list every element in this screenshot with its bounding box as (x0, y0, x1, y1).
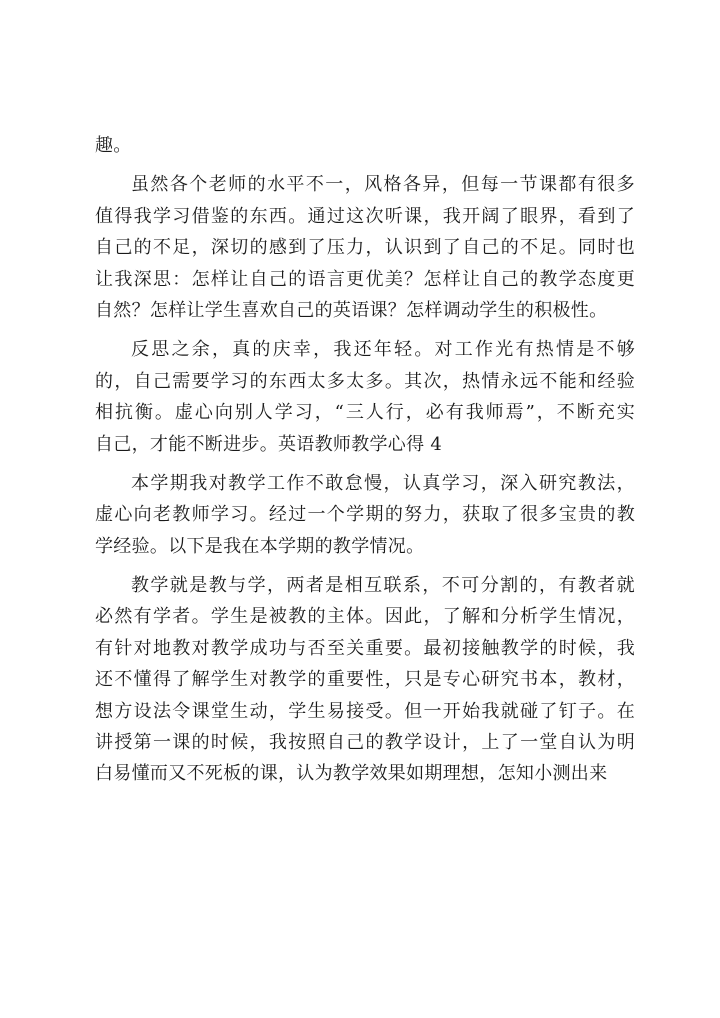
text-line: 想方设法令课堂生动，学生易接受。但一开始我就碰了钉子。在 (95, 700, 635, 722)
text-line: 教学就是教与学，两者是相互联系，不可分割的，有教者就 (131, 575, 635, 597)
text-line: 自己，才能不断进步。英语教师教学心得 4 (95, 433, 443, 455)
paragraph-gap (95, 161, 635, 169)
text-line: 虚心向老教师学习。经过一个学期的努力，获取了很多宝贵的教 (95, 504, 635, 526)
text-line: 值得我学习借鉴的东西。通过这次听课，我开阔了眼界，看到了 (95, 205, 635, 227)
paragraph (95, 334, 635, 460)
text-line: 学经验。以下是我在本学期的教学情况。 (95, 535, 425, 557)
text-line: 本学期我对教学工作不敢怠慢，认真学习，深入研究教法， (131, 472, 635, 494)
paragraph (95, 130, 635, 161)
paragraph-gap (95, 562, 635, 570)
text-line: 讲授第一课的时候，我按照自己的教学设计，上了一堂自认为明 (95, 732, 635, 754)
text-line: 的，自己需要学习的东西太多太多。其次，热情永远不能和经验 (95, 370, 635, 392)
text-line: 自己的不足，深切的感到了压力，认识到了自己的不足。同时也 (95, 237, 635, 259)
text-line: 必然有学者。学生是被教的主体。因此，了解和分析学生情况， (95, 606, 635, 628)
paragraph (95, 468, 635, 562)
text-line: 虽然各个老师的水平不一，风格各异，但每一节课都有很多 (131, 174, 635, 196)
text-line: 有针对地教对教学成功与否至关重要。最初接触教学的时候，我 (95, 637, 635, 659)
text-line: 白易懂而又不死板的课，认为教学效果如期理想，怎知小测出来 (95, 763, 608, 785)
text-line: 还不懂得了解学生对教学的重要性，只是专心研究书本，教材， (95, 669, 635, 691)
text-line: 让我深思：怎样让自己的语言更优美？怎样让自己的教学态度更 (95, 268, 635, 290)
paragraph (95, 570, 635, 790)
paragraph (95, 169, 635, 326)
text-line: 趣。 (95, 135, 132, 156)
paragraph-gap (95, 326, 635, 334)
text-line: 相抗衡。虚心向别人学习，“三人行，必有我师焉”，不断充实 (95, 402, 635, 424)
paragraph-gap (95, 460, 635, 468)
text-line: 反思之余，真的庆幸，我还年轻。对工作光有热情是不够 (131, 339, 635, 361)
document-body (95, 130, 635, 790)
text-line: 自然？怎样让学生喜欢自己的英语课？怎样调动学生的积极性。 (95, 299, 608, 321)
